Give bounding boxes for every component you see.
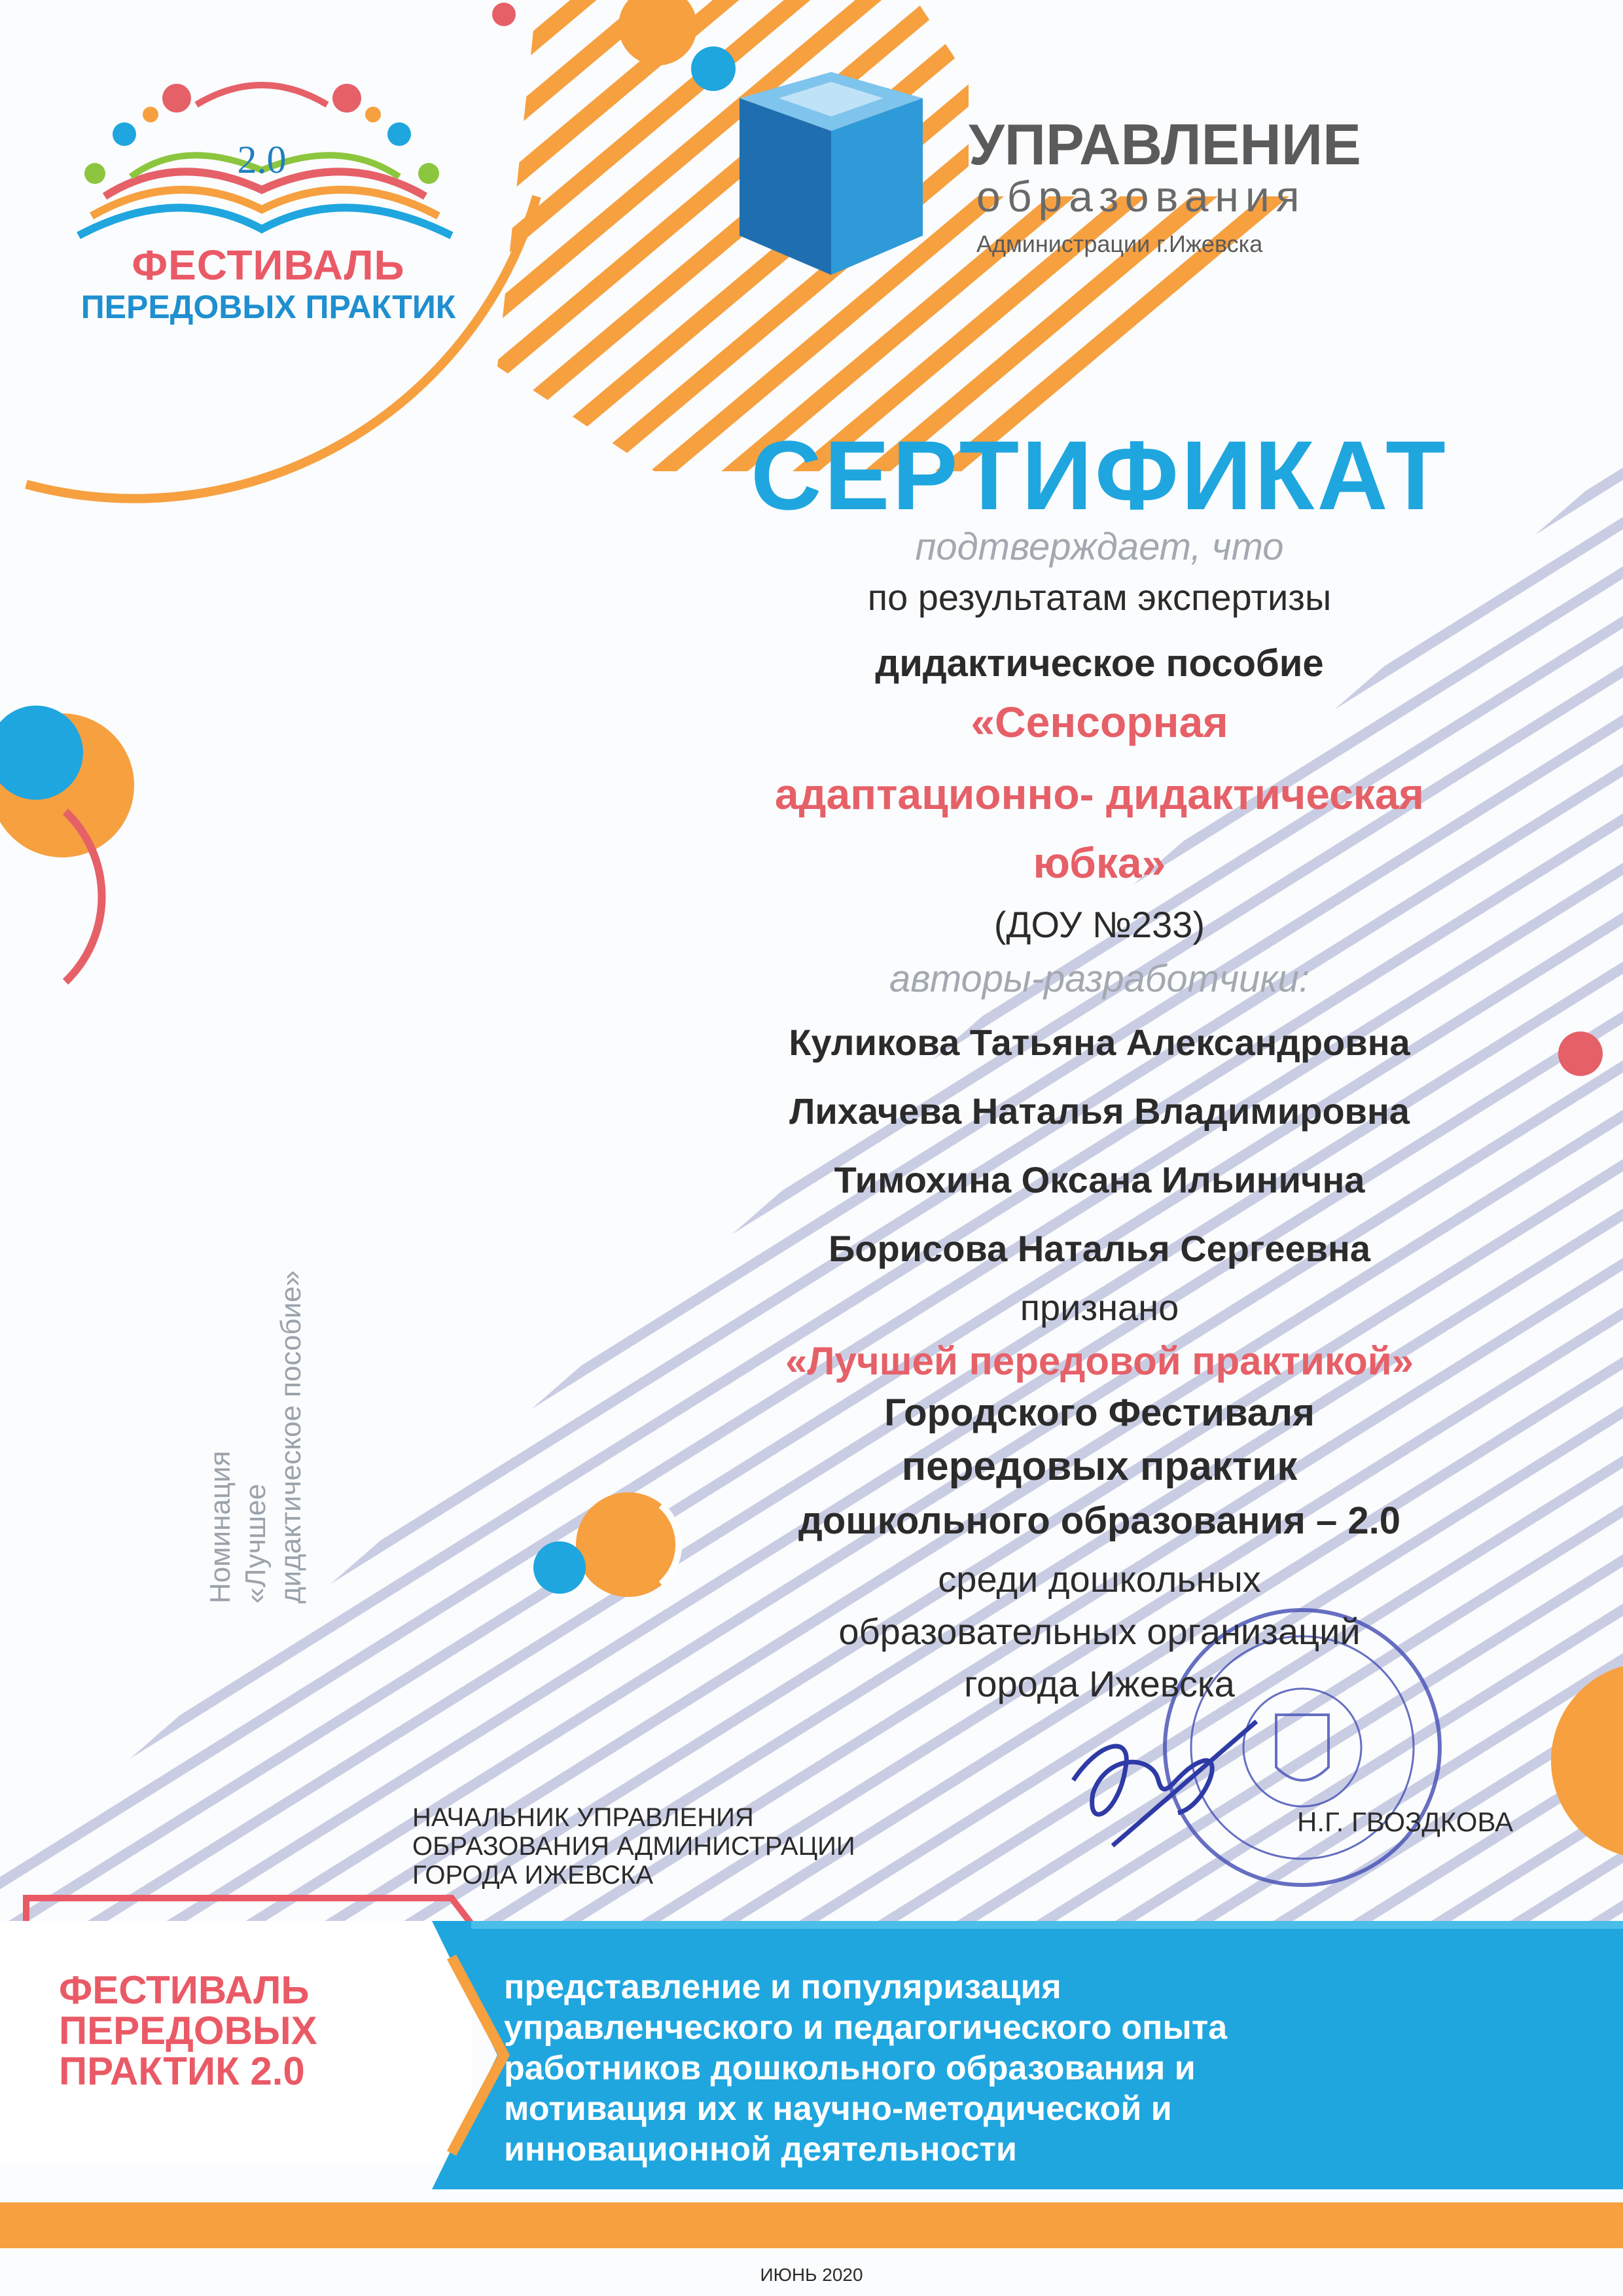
author-4: Борисова Наталья Сергеевна xyxy=(828,1228,1371,1269)
festival-line-2: передовых практик xyxy=(901,1444,1298,1489)
education-logo-caption: Администрации г.Ижевска xyxy=(976,230,1263,257)
among-line-2: образовательных организаций xyxy=(838,1611,1361,1652)
among-line-1: среди дошкольных xyxy=(938,1558,1261,1600)
footer-description-line-5: инновационной деятельности xyxy=(504,2130,1017,2168)
results-text: по результатам экспертизы xyxy=(867,577,1332,618)
confirms-text: подтверждает, что xyxy=(915,526,1284,568)
footer-top-edge xyxy=(471,1921,1623,1929)
nomination-line-2: «Лучшее xyxy=(240,1483,272,1604)
red-dot-top xyxy=(492,3,516,26)
among-line-3: города Ижевска xyxy=(964,1663,1235,1704)
footer-festival-title xyxy=(59,1970,317,2092)
certificate-title: СЕРТИФИКАТ xyxy=(751,420,1448,530)
award-title: «Лучшей передовой практикой» xyxy=(785,1339,1414,1383)
author-3: Тимохина Оксана Ильинична xyxy=(834,1159,1365,1200)
recognized-text: признано xyxy=(1020,1287,1179,1328)
item-title-line-1: «Сенсорная xyxy=(971,698,1228,746)
organization: (ДОУ №233) xyxy=(993,904,1205,945)
footer-festival-line-2: ПЕРЕДОВЫХ xyxy=(59,2009,317,2053)
author-2: Лихачева Наталья Владимировна xyxy=(789,1090,1410,1132)
signatory-position-line-2: ОБРАЗОВАНИЯ АДМИНИСТРАЦИИ xyxy=(412,1832,855,1861)
education-logo-title: УПРАВЛЕНИЕ xyxy=(969,112,1361,177)
signatory-position-line-1: НАЧАЛЬНИК УПРАВЛЕНИЯ xyxy=(412,1803,754,1832)
footer-date: ИЮНЬ 2020 xyxy=(760,2265,863,2285)
festival-logo-version: 2.0 xyxy=(237,138,287,181)
signatory-name: Н.Г. ГВОЗДКОВА xyxy=(1297,1806,1514,1837)
education-logo-subtitle: образования xyxy=(976,172,1306,221)
footer-description-line-3: работников дошкольного образования и xyxy=(504,2049,1196,2087)
blue-circle-mid xyxy=(533,1541,586,1594)
red-dot-right xyxy=(1558,1031,1603,1076)
nomination-vertical xyxy=(203,1132,309,1604)
certificate-body xyxy=(641,0,1558,1767)
item-title-line-2: адаптационно- дидактическая xyxy=(774,770,1425,818)
footer-description-line-4: мотивация их к научно-методической и xyxy=(504,2090,1172,2128)
nomination-line-1: Номинация xyxy=(204,1450,236,1604)
nomination-line-3: дидактическое пособие» xyxy=(275,1270,307,1604)
item-title-line-3: юбка» xyxy=(1033,838,1166,887)
festival-logo-subtitle: ПЕРЕДОВЫХ ПРАКТИК xyxy=(80,289,456,325)
item-type: дидактическое пособие xyxy=(875,642,1324,685)
festival-line-1: Городского Фестиваля xyxy=(884,1391,1315,1434)
footer-description xyxy=(504,1967,1564,2170)
signatory-position-line-3: ГОРОДА ИЖЕВСКА xyxy=(412,1861,654,1890)
footer-festival-line-3: ПРАКТИК 2.0 xyxy=(59,2049,305,2093)
author-1: Куликова Татьяна Александровна xyxy=(789,1022,1410,1063)
festival-line-3: дошкольного образования – 2.0 xyxy=(798,1499,1400,1542)
footer-description-line-2: управленческого и педагогического опыта xyxy=(504,2009,1228,2047)
footer-festival-line-1: ФЕСТИВАЛЬ xyxy=(59,1968,310,2012)
footer-description-line-1: представление и популяризация xyxy=(504,1968,1061,2006)
signatory-position xyxy=(412,1803,855,1890)
authors-label: авторы-разработчики: xyxy=(889,958,1310,1000)
festival-logo-title: ФЕСТИВАЛЬ xyxy=(132,242,405,289)
footer-orange-bar xyxy=(0,2202,1623,2248)
